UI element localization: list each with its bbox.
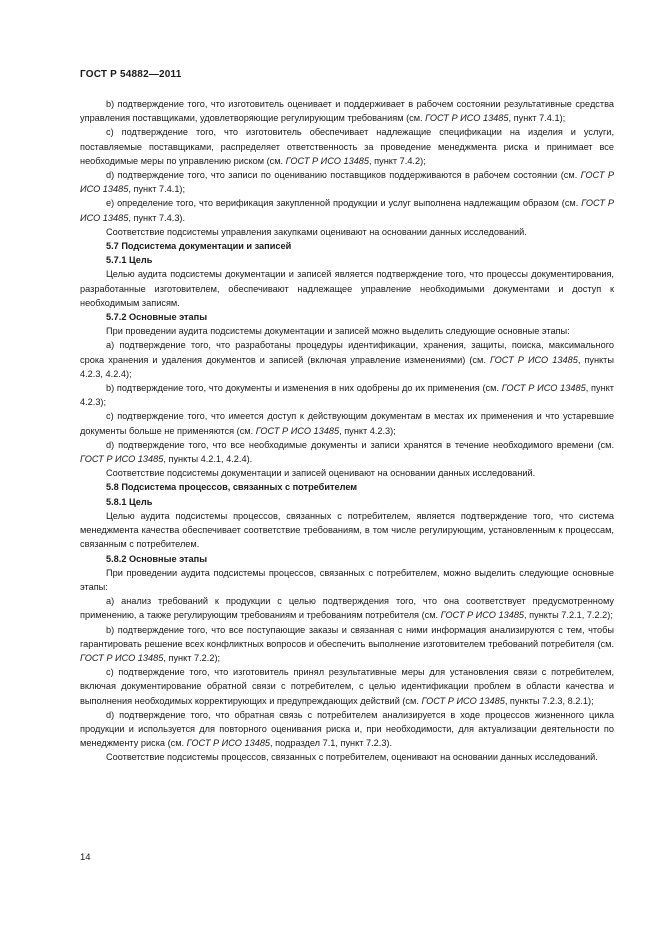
paragraph: [80, 623, 614, 666]
text-run: c) подтверждение того, что изготовитель обеспечивает надлежащие спецификации на изделия и услуги, поставляемые поставщиками, распределяет ответственность за проведение менеджмента риска и принимает все необходимые меры по управлению риском (см.: [80, 127, 614, 166]
paragraph: [80, 168, 614, 196]
paragraph: [80, 267, 614, 310]
text-run: e) определение того, что верификация закупленной продукции и услуг выполнена надлежащим образом (см.: [106, 198, 582, 209]
section-heading: [80, 310, 614, 324]
standard-reference: ГОСТ Р ИСО 13485: [421, 695, 505, 706]
text-run: , пункты 7.2.3, 8.2.1);: [504, 695, 594, 706]
text-run: При проведении аудита подсистемы процессов, связанных с потребителем, можно выделить следующие основные этапы:: [80, 567, 614, 592]
text-run: , пункт 7.4.1);: [128, 184, 186, 195]
text-run: Целью аудита подсистемы документации и записей является подтверждение того, что процессы документирования, разработанные изготовителем, обеспечивают надлежащее управление необходимыми документами и доступ к необходимым записям.: [80, 269, 614, 308]
section-heading: [80, 480, 614, 494]
text-run: 5.8 Подсистема процессов, связанных с потребителем: [106, 482, 358, 493]
standard-reference: ГОСТ Р ИСО 13485: [80, 454, 164, 465]
text-run: При проведении аудита подсистемы документации и записей можно выделить следующие основные этапы:: [106, 326, 570, 337]
text-run: d) подтверждение того, что все необходимые документы и записи хранятся в течение необходимого времени (см.: [106, 439, 614, 450]
text-run: 5.8.1 Цель: [106, 496, 153, 507]
paragraph: [80, 225, 614, 239]
paragraph: [80, 708, 614, 751]
standard-reference: ГОСТ Р ИСО 13485: [501, 383, 586, 394]
text-run: Соответствие подсистемы документации и записей оценивают на основании данных исследований.: [106, 468, 536, 479]
text-run: , пункт 7.4.1);: [508, 113, 566, 124]
text-run: , подраздел 7.1, пункт 7.2.3).: [270, 738, 393, 749]
text-run: d) подтверждение того, что обратная связь с потребителем анализируется в ходе процессов жизненного цикла продукции и используется для повторного оценивания риска и, при необходимости, для актуализации деятельности по менеджменту риска (см.: [80, 709, 614, 749]
text-run: 5.8.2 Основные этапы: [106, 553, 208, 564]
standard-reference: ГОСТ Р ИСО 13485: [80, 652, 164, 663]
text-run: , пункты 7.2.1, 7.2.2);: [524, 610, 613, 621]
text-run: Соответствие подсистемы процессов, связанных с потребителем, оценивают на основании данных исследований.: [106, 752, 598, 763]
paragraph: [80, 438, 614, 466]
paragraph: [80, 466, 614, 480]
paragraph: [80, 409, 614, 437]
paragraph: [80, 594, 614, 622]
paragraph: [80, 750, 614, 764]
paragraph: [80, 324, 614, 338]
page-number: 14: [80, 852, 91, 863]
text-run: b) подтверждение того, что документы и изменения в них одобрены до их применения (см.: [106, 383, 502, 394]
paragraph: [80, 566, 614, 594]
standard-reference: ГОСТ Р ИСО 13485: [489, 354, 578, 365]
text-run: 5.7.2 Основные этапы: [106, 312, 208, 323]
section-heading: [80, 239, 614, 253]
section-heading: [80, 253, 614, 267]
standard-reference: ГОСТ Р ИСО 13485: [80, 170, 614, 195]
paragraph: [80, 97, 614, 125]
text-run: , пункт 7.4.3).: [128, 212, 186, 223]
text-run: a) анализ требований к продукции с целью подтверждения того, что она соответствует предусмотренному применению, а также регулирующим требованиям и требованиям потребителя (см.: [80, 596, 614, 621]
text-run: , пункт 7.4.2);: [369, 155, 426, 166]
text-run: d) подтверждение того, что записи по оцениванию поставщиков поддерживаются в рабочем состоянии (см.: [106, 170, 581, 181]
text-run: b) подтверждение того, что все поступающие заказы и связанная с ними информация анализируются с тем, чтобы гарантировать решение всех конфликтных вопросов и обеспечить выполнение изготовителем требований потребителя (см.: [80, 624, 614, 649]
text-run: a) подтверждение того, что разработаны процедуры идентификации, хранения, защиты, поиска, максимального срока хранения и удаления документов и записей (включая управление изменениями) (см.: [80, 340, 614, 365]
standard-reference: ГОСТ Р ИСО 13485: [80, 198, 614, 223]
text-run: , пункт 4.2.3);: [339, 425, 396, 436]
paragraph: [80, 125, 614, 168]
text-run: c) подтверждение того, что изготовитель принял результативные меры для установления связи с потребителем, включая документирование обратной связи с потребителем, с целью идентификации проблем в области качества и выполнения необходимых корректирующих и предупреждающих действий (см.: [80, 667, 614, 706]
document-body: [80, 97, 614, 765]
standard-reference: ГОСТ Р ИСО 13485: [186, 738, 271, 749]
text-run: c) подтверждение того, что имеется доступ к действующим документам в местах их применения и что устаревшие документы больше не применяются (см.: [80, 411, 614, 436]
paragraph: [80, 509, 614, 552]
text-run: , пункты 4.2.1, 4.2.4).: [163, 454, 253, 465]
paragraph: [80, 338, 614, 381]
text-run: b) подтверждение того, что изготовитель оценивает и поддерживает в рабочем состоянии результативные средства управления поставщиками, удовлетворяющие регулирующим требованиям (см.: [80, 99, 614, 124]
text-run: , пункт 7.2.2);: [163, 652, 221, 663]
text-run: , пункты 4.2.3, 4.2.4);: [80, 354, 614, 379]
standard-reference: ГОСТ Р ИСО 13485: [255, 425, 340, 436]
standard-reference: ГОСТ Р ИСО 13485: [440, 610, 525, 621]
section-heading: [80, 552, 614, 566]
text-run: Соответствие подсистемы управления закупками оценивают на основании данных исследований.: [106, 226, 527, 237]
text-run: Целью аудита подсистемы процессов, связанных с потребителем, является подтверждение того, что система менеджмента качества обеспечивает соответствие требованиям, в том числе регулирующим, установленным к процессам, связанным с потребителем.: [80, 510, 614, 550]
paragraph: [80, 381, 614, 409]
section-heading: [80, 495, 614, 509]
standard-reference: ГОСТ Р ИСО 13485: [425, 113, 509, 124]
paragraph: [80, 196, 614, 224]
paragraph: [80, 665, 614, 708]
text-run: 5.7 Подсистема документации и записей: [106, 241, 292, 252]
standard-reference: ГОСТ Р ИСО 13485: [285, 155, 370, 166]
text-run: , пункт 4.2.3);: [80, 383, 614, 408]
document-header: ГОСТ Р 54882—2011: [80, 69, 182, 80]
text-run: 5.7.1 Цель: [106, 255, 153, 266]
